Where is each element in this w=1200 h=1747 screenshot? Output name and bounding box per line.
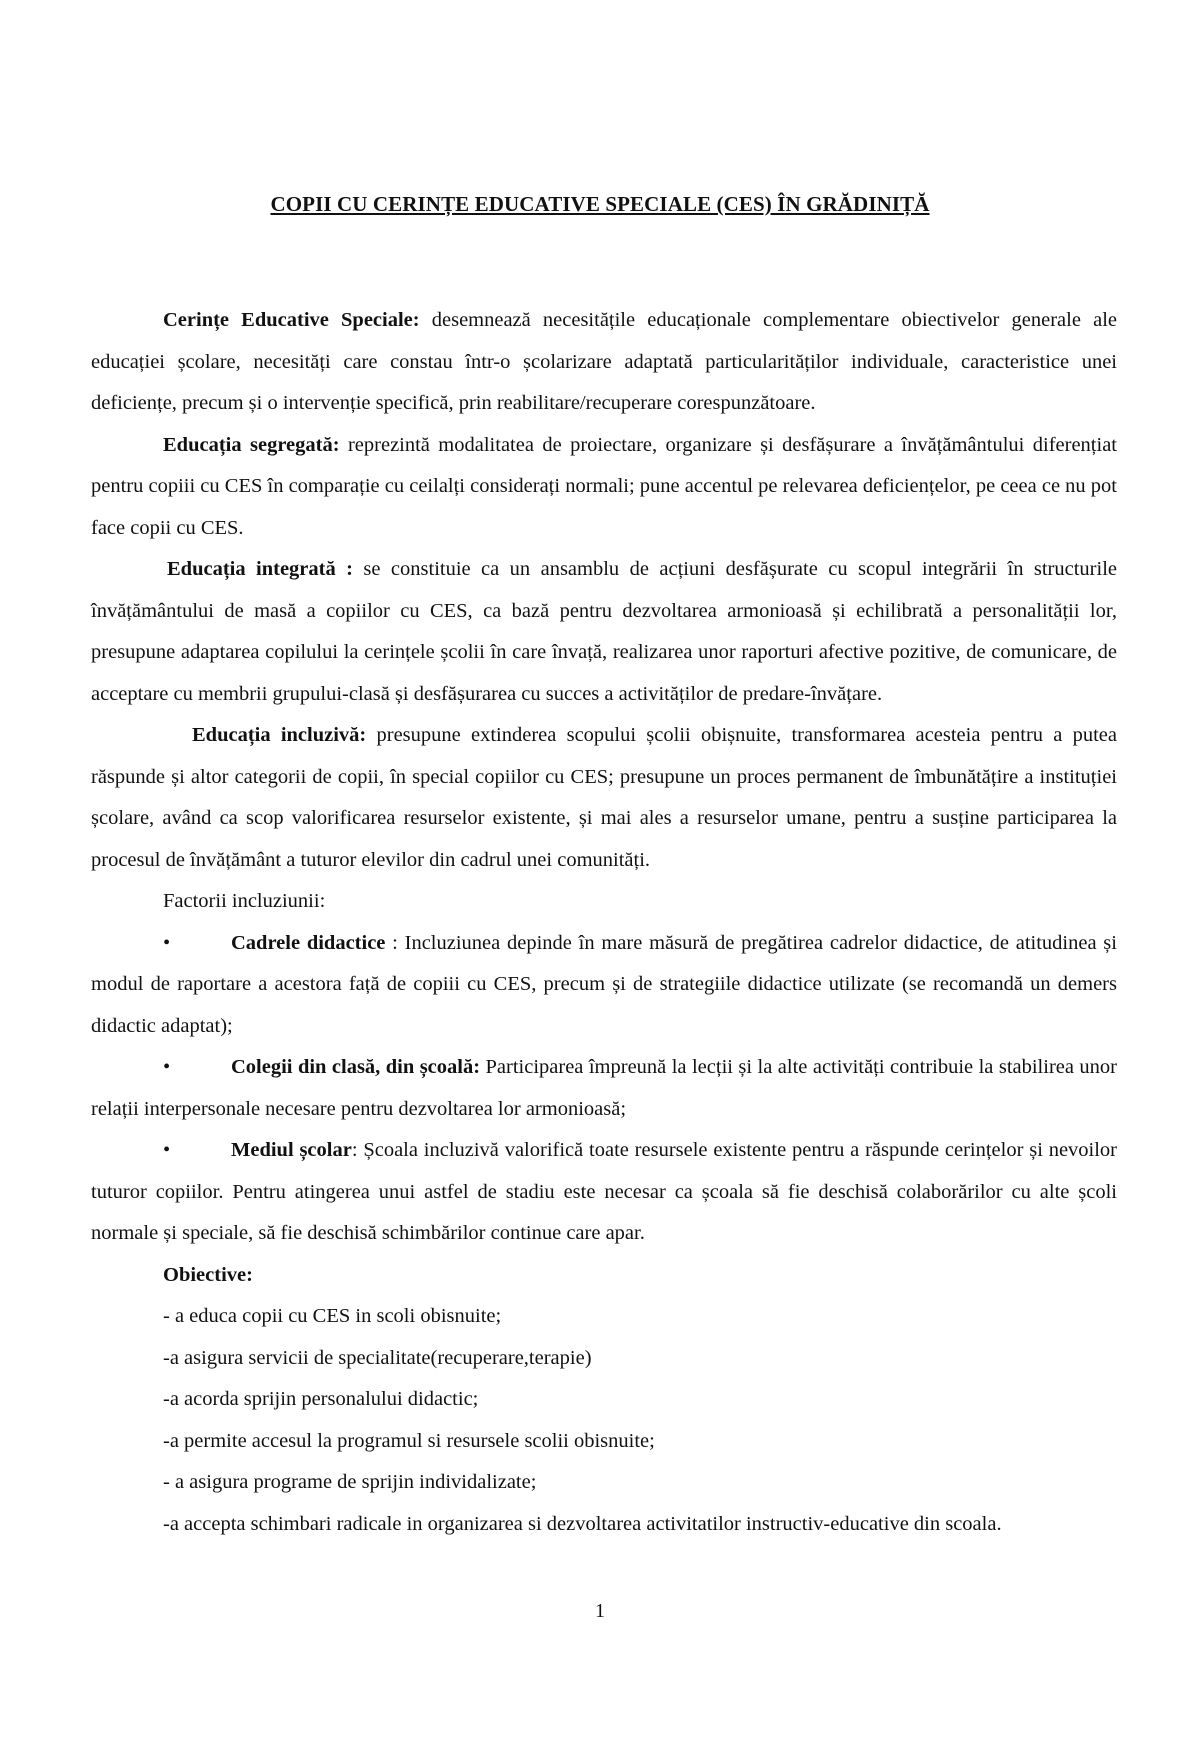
objective-item: -a asigura servicii de specialitate(recuperare,terapie): [163, 1346, 592, 1369]
bullet-icon: •: [163, 1139, 171, 1161]
bullet-text: Participarea împreună la lecții și la alte activități contribuie la stabilirea unor relații interpersonale necesare pentru dezvoltarea lor armonioasă;: [91, 1056, 1118, 1120]
objective-item: -a permite accesul la programul si resursele scolii obisnuite;: [163, 1429, 655, 1452]
document-title: COPII CU CERINȚE EDUCATIVE SPECIALE (CES) ÎN GRĂDINIȚĂ: [270, 192, 930, 216]
term-integrated: Educația integrată :: [167, 558, 353, 580]
bullet-item: [91, 1130, 1117, 1255]
page-number: 1: [595, 1600, 605, 1622]
objective-item: -a acorda sprijin personalului didactic;: [163, 1388, 479, 1410]
objective-item: -a accepta schimbari radicale in organizarea si dezvoltarea activitatilor instructiv-educative din scoala.: [163, 1512, 1002, 1535]
term-ces: Cerințe Educative Speciale:: [163, 309, 420, 331]
definition-segregated: reprezintă modalitatea de proiectare, organizare și desfășurare a învățământului diferențiat pentru copiii cu CES în comparație cu ceilalți considerați normali; pune accentul pe relevarea deficiențelor, pe ceea ce nu pot face copii cu CES.: [91, 433, 1118, 539]
definition-integrated: se constituie ca un ansamblu de acțiuni desfășurate cu scopul integrării în structurile învățământului de masă a copiilor cu CES, ca bază pentru dezvoltarea armonioasă și echilibrată a personalității lor, presupune adaptarea copilului la cerințele școlii în care învață, realizarea unor raporturi afective pozitive, de comunicare, de acceptare cu membrii grupului-clasă și desfășurarea cu succes a activităților de predare-învățare.: [91, 558, 1117, 705]
paragraph-inclusive-education: [91, 715, 1117, 881]
bullet-term: Colegii din clasă, din școală:: [231, 1056, 481, 1078]
term-inclusive: Educația incluzivă:: [192, 724, 367, 746]
objective-item: - a asigura programe de sprijin individalizate;: [163, 1471, 537, 1493]
bullet-item: [91, 923, 1117, 1048]
bullet-icon: •: [163, 931, 171, 954]
bullet-icon: •: [163, 1056, 171, 1078]
objectives-heading-text: Obiective:: [163, 1263, 253, 1286]
bullet-text: : Școala incluzivă valorifică toate resursele existente pentru a răspunde cerințelor și nevoilor tuturor copiilor. Pentru atingerea unui astfel de stadiu este necesar ca școala să fie deschisă colaborărilor cu alte școli normale și speciale, să fie deschisă schimbărilor continue care apar.: [91, 1139, 1118, 1244]
objectives-heading: [91, 1255, 1117, 1297]
bullet-item: [91, 1047, 1117, 1130]
paragraph-ces-definition: [91, 300, 1117, 425]
definition-inclusive: presupune extinderea scopului școlii obișnuite, transformarea acesteia pentru a putea răspunde și altor categorii de copii, în special copiilor cu CES; presupune un proces permanent de îmbunătățire a instituției școlare, având ca scop valorificarea resurselor existente, și mai ales a resurselor umane, pentru a susține participarea la procesul de învățământ a tuturor elevilor din cadrul unei comunități.: [91, 724, 1117, 871]
objective-item: - a educa copii cu CES in scoli obisnuite;: [163, 1305, 502, 1327]
paragraph-integrated-education: [91, 549, 1117, 715]
bullet-text: : Incluziunea depinde în mare măsură de pregătirea cadrelor didactice, de atitudinea și modul de raportare a acestora față de copiii cu CES, precum și de strategiile didactice utilizate (se recomandă un demers didactic adaptat);: [91, 931, 1117, 1037]
factors-heading: Factorii incluziunii:: [163, 890, 326, 912]
definition-ces: desemnează necesitățile educaționale complementare obiectivelor generale ale educației școlare, necesități care constau într-o școlarizare adaptată particularităților individuale, caracteristice unei deficiențe, precum și o intervenție specifică, prin reabilitare/recuperare corespunzătoare.: [91, 309, 1117, 414]
paragraph-segregated-education: [91, 425, 1117, 550]
bullet-term: Cadrele didactice: [231, 931, 386, 954]
term-segregated: Educația segregată:: [163, 433, 340, 456]
bullet-term: Mediul școlar: [231, 1139, 352, 1161]
document-body: [91, 300, 1117, 1545]
